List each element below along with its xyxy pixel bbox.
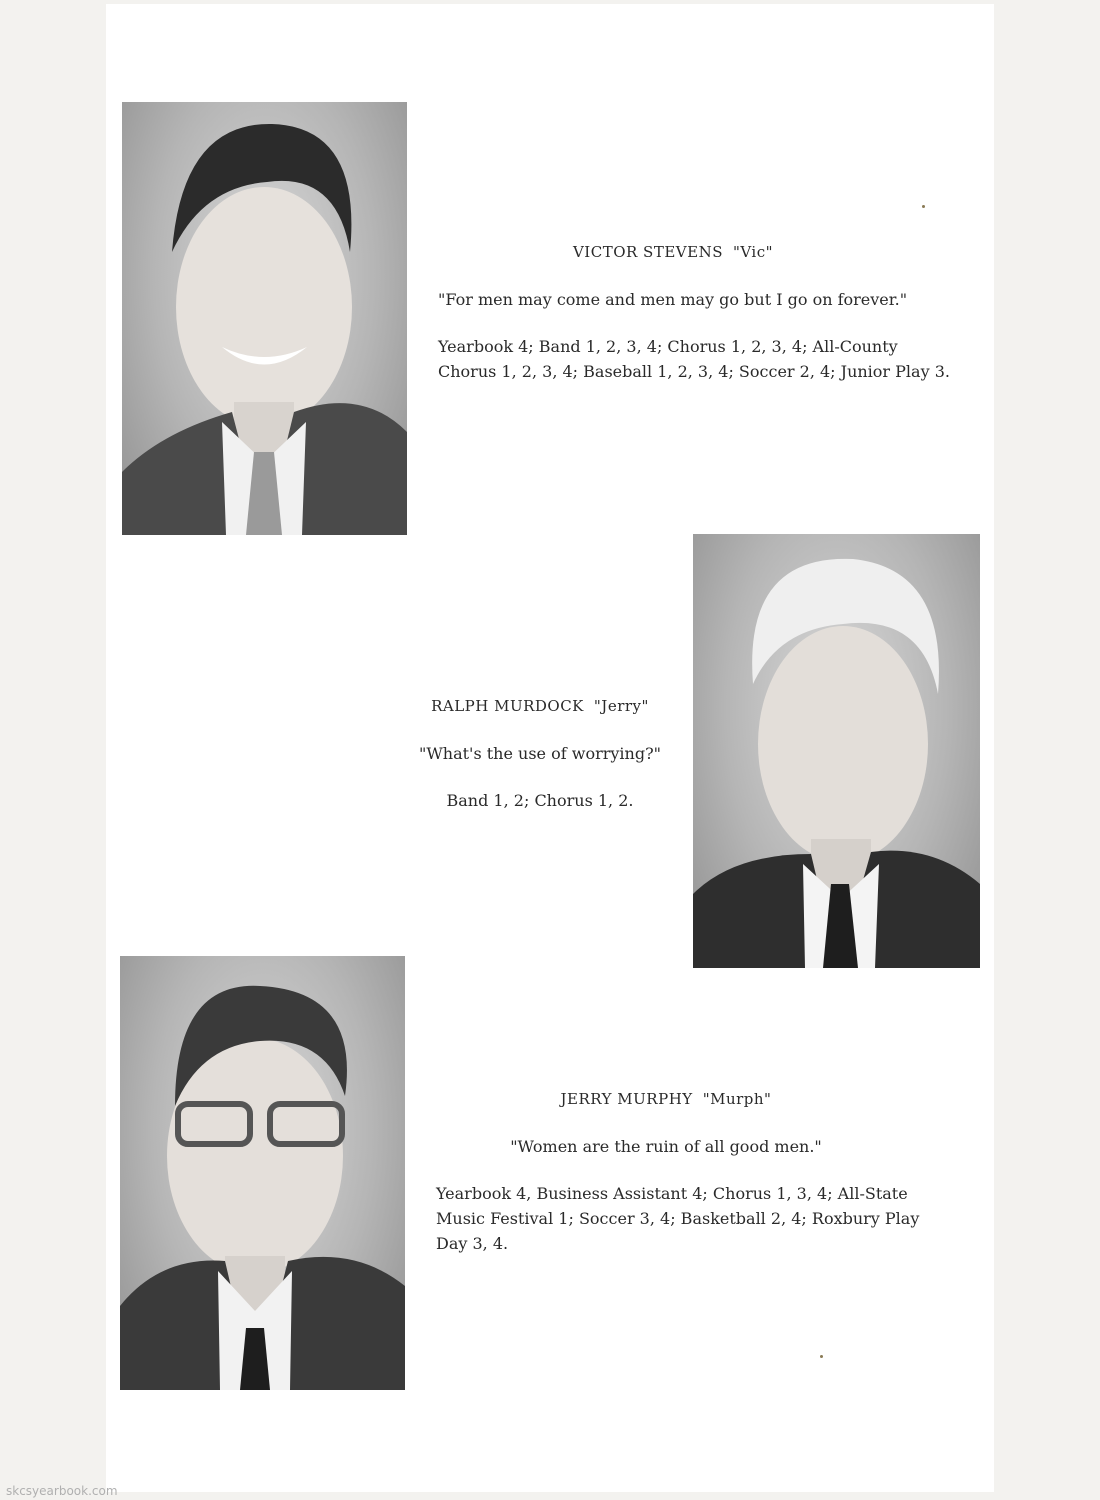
nickname: "Vic" bbox=[732, 243, 774, 261]
name-text: RALPH MURDOCK bbox=[431, 697, 584, 715]
quote: "What's the use of worrying?" bbox=[418, 744, 662, 763]
portrait-victor-stevens bbox=[122, 102, 407, 535]
activities-line: Yearbook 4; Band 1, 2, 3, 4; Chorus 1, 2, 3, 4; All-County bbox=[438, 337, 898, 356]
student-name bbox=[438, 240, 908, 265]
student-name bbox=[410, 694, 670, 719]
activities-line: Chorus 1, 2, 3, 4; Baseball 1, 2, 3, 4; Soccer 2, 4; Junior Play 3. bbox=[438, 362, 950, 381]
quote: "For men may come and men may go but I go on forever." bbox=[438, 290, 908, 309]
entry-jerry-murphy bbox=[436, 1087, 976, 1256]
portrait-ralph-murdock bbox=[693, 534, 980, 968]
entry-victor-stevens bbox=[438, 240, 978, 384]
activities-line: Music Festival 1; Soccer 3, 4; Basketball 2, 4; Roxbury Play bbox=[436, 1209, 920, 1228]
activities-line: Yearbook 4, Business Assistant 4; Chorus 1, 3, 4; All-State bbox=[436, 1184, 908, 1203]
name-text: VICTOR STEVENS bbox=[572, 243, 723, 261]
nickname: "Jerry" bbox=[593, 697, 649, 715]
name-text: JERRY MURPHY bbox=[560, 1090, 693, 1108]
paper-speck bbox=[820, 1355, 823, 1358]
student-name bbox=[436, 1087, 896, 1112]
quote: "Women are the ruin of all good men." bbox=[510, 1137, 822, 1156]
entry-ralph-murdock bbox=[410, 694, 670, 813]
nickname: "Murph" bbox=[702, 1090, 772, 1108]
activities-line: Band 1, 2; Chorus 1, 2. bbox=[446, 791, 634, 810]
watermark: skcsyearbook.com bbox=[6, 1484, 118, 1498]
portrait-jerry-murphy bbox=[120, 956, 405, 1390]
paper-speck bbox=[922, 205, 925, 208]
activities-line: Day 3, 4. bbox=[436, 1234, 509, 1253]
